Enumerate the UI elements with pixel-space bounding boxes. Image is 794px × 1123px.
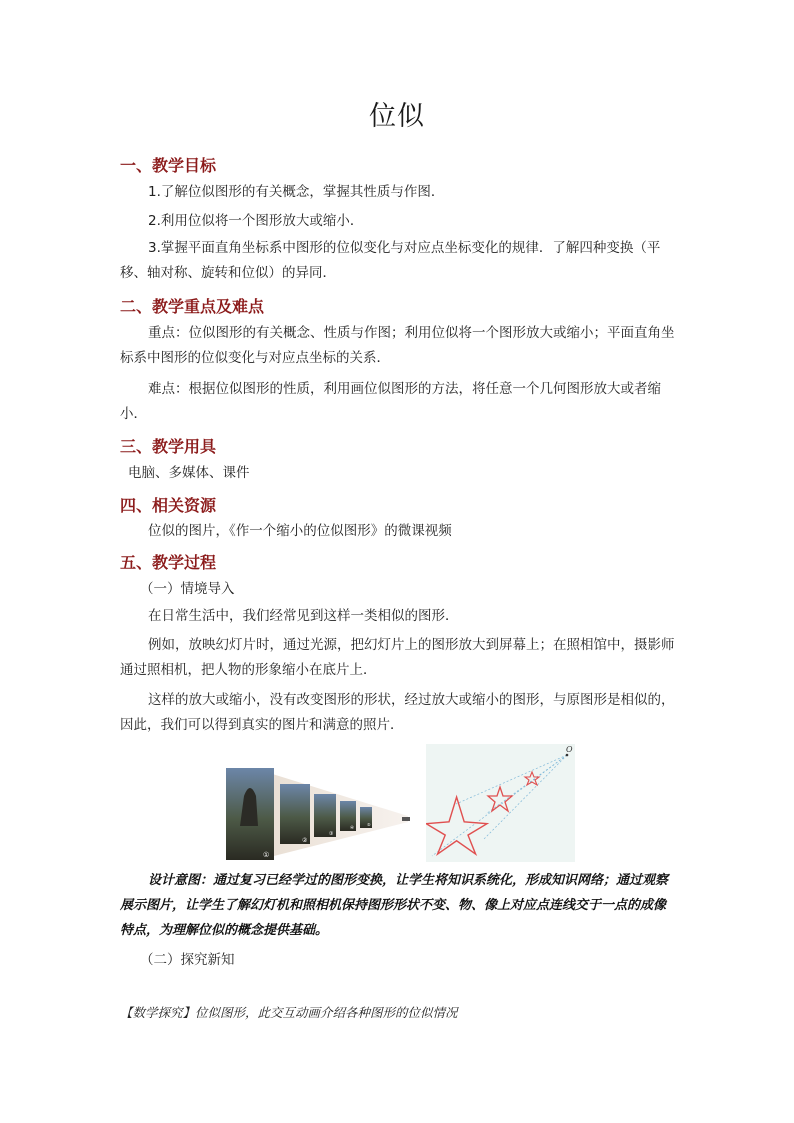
resources-text: 位似的图片，《作一个缩小的位似图形》的微课视频	[148, 523, 452, 539]
section-heading-process: 五、教学过程	[120, 553, 217, 572]
large-star	[426, 797, 487, 854]
center-point-label: O	[566, 745, 573, 754]
key-points-text: 重点：位似图形的有关概念、性质与作图；利用位似将一个图形放大或缩小；平面直角坐标系中图形的位似变化与对应点坐标的关系．	[120, 325, 675, 366]
frame-label-5: ⑤	[367, 822, 371, 827]
small-star	[525, 772, 539, 785]
paragraph-intro: 在日常生活中，我们经常见到这样一类相似的图形．	[148, 608, 459, 624]
difficulty-text: 难点：根据位似图形的性质，利用画位似图形的方法，将任意一个几何图形放大或者缩小．	[120, 381, 661, 422]
section-heading-key-points: 二、教学重点及难点	[120, 297, 265, 316]
page-title: 位似	[369, 101, 425, 132]
objective-item-2: 2.利用位似将一个图形放大或缩小．	[148, 213, 364, 229]
objective-item-1: 1.了解位似图形的有关概念，掌握其性质与作图．	[148, 184, 445, 200]
paragraph-conclusion: 这样的放大或缩小，没有改变图形的形状，经过放大或缩小的图形，与原图形是相似的，因此，我们可以得到真实的图片和满意的照片．	[120, 692, 675, 733]
section-heading-tools: 三、教学用具	[120, 437, 217, 456]
subheading-situation: （一）情境导入	[140, 581, 235, 597]
subheading-explore: （二）探究新知	[140, 952, 235, 968]
frame-medium-photo	[280, 784, 310, 844]
medium-star	[488, 787, 512, 811]
homothety-star-figure	[426, 744, 575, 862]
center-point	[566, 754, 569, 757]
section-heading-resources: 四、相关资源	[120, 496, 217, 515]
objective-item-3: 3.掌握平面直角坐标系中图形的位似变化与对应点坐标变化的规律．了解四种变换（平移、轴对称、旋转和位似）的异同．	[120, 240, 661, 281]
design-intent-text: 设计意图：通过复习已经学过的图形变换，让学生将知识系统化，形成知识网络；通过观察展示图片，让学生了解幻灯机和照相机保持图形形状不变、物、像上对应点连线交于一点的成像特点，为理解位似的概念提供基础。	[120, 873, 669, 938]
frame-label-4: ④	[350, 826, 355, 831]
light-source	[402, 817, 410, 821]
tools-text: 电脑、多媒体、课件	[128, 465, 250, 481]
projector-illustration	[226, 766, 416, 861]
section-heading-objectives: 一、教学目标	[120, 156, 217, 175]
frame-label-1: ①	[263, 851, 270, 859]
frame-label-3: ③	[329, 831, 334, 837]
frame-label-2: ②	[302, 837, 308, 844]
paragraph-example: 例如，放映幻灯片时，通过光源，把幻灯片上的图形放大到屏幕上；在照相馆中，摄影师通过照相机，把人物的形象缩小在底片上．	[120, 637, 675, 678]
math-explore-note: 【数学探究】位似图形，此交互动画介绍各种图形的位似情况	[120, 1005, 458, 1020]
